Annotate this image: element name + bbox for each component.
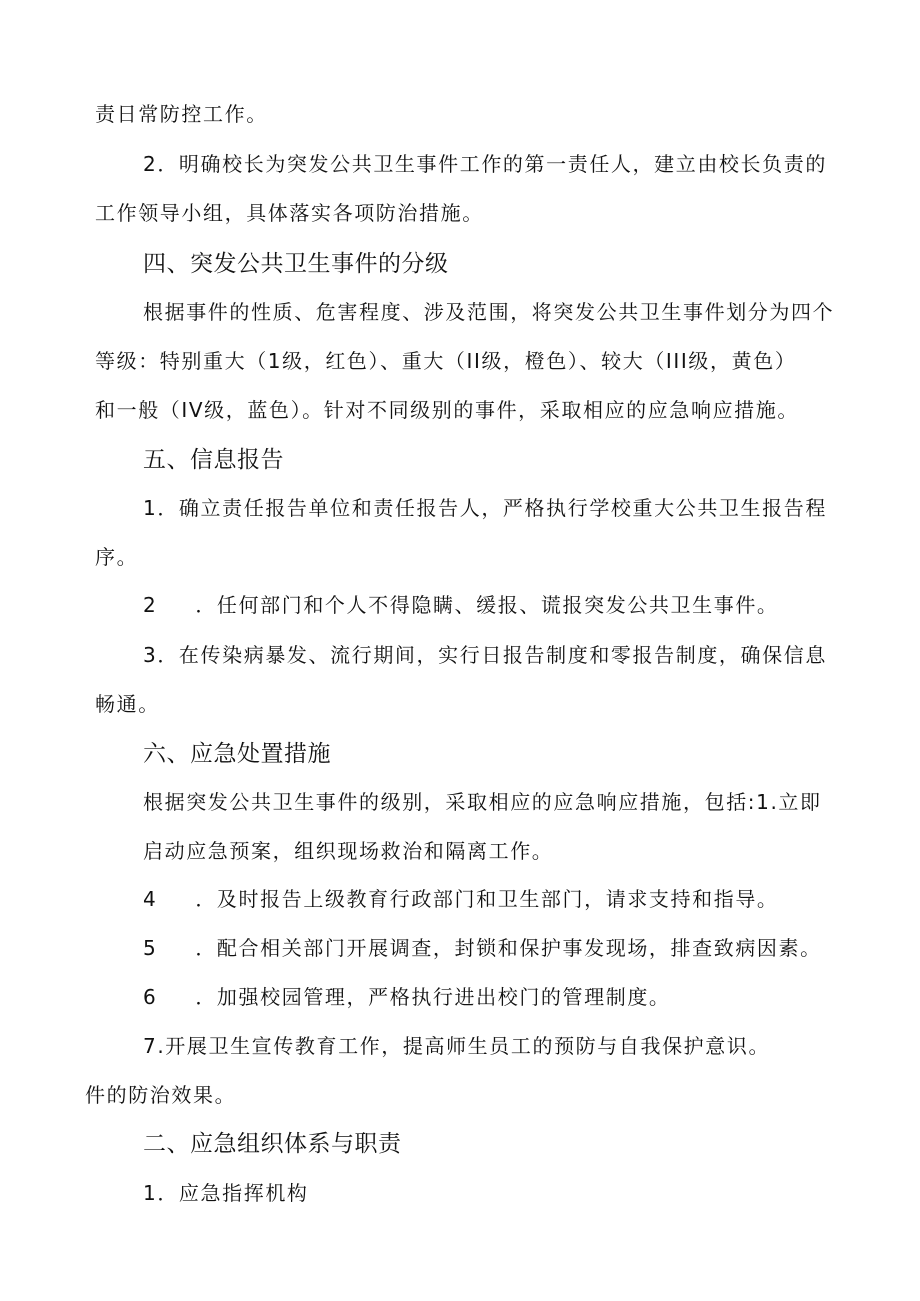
paragraph-line: 启动应急预案，组织现场救治和隔离工作。 [143, 839, 554, 863]
list-item [143, 592, 779, 618]
paragraph-line: 工作领导小组，具体落实各项防治措施。 [95, 201, 484, 225]
paragraph-line: 2．明确校长为突发公共卫生事件工作的第一责任人，建立由校长负责的 [143, 152, 827, 176]
list-item [143, 935, 822, 961]
list-item-text: ．加强校园管理，严格执行进出校门的管理制度。 [195, 985, 671, 1009]
list-item-text: ．配合相关部门开展调查，封锁和保护事发现场，排查致病因素。 [195, 936, 822, 960]
paragraph-line: 和一般（IV级，蓝色）。针对不同级别的事件，采取相应的应急响应措施。 [95, 398, 799, 422]
list-item [143, 984, 671, 1010]
list-number: 2 [143, 593, 158, 617]
paragraph-line: 根据事件的性质、危害程度、涉及范围，将突发公共卫生事件划分为四个 [143, 300, 835, 324]
list-item [143, 886, 779, 912]
list-item-text: ．及时报告上级教育行政部门和卫生部门，请求支持和指导。 [195, 887, 779, 911]
paragraph-line: 序。 [95, 545, 139, 569]
section-heading-6: 六、应急处置措施 [143, 741, 331, 767]
paragraph-line: 7.开展卫生宣传教育工作，提高师生员工的预防与自我保护意识。 [143, 1034, 771, 1058]
paragraph-line: 等级：特别重大（1级，红色）、重大（II级，橙色）、较大（III级，黄色） [95, 349, 797, 373]
paragraph-line: 根据突发公共卫生事件的级别，采取相应的应急响应措施，包括:1.立即 [143, 790, 822, 814]
paragraph-line: 1．确立责任报告单位和责任报告人，严格执行学校重大公共卫生报告程 [143, 496, 827, 520]
paragraph-line: 3．在传染病暴发、流行期间，实行日报告制度和零报告制度，确保信息 [143, 643, 827, 667]
list-number: 4 [143, 887, 158, 911]
section-heading-2: 二、应急组织体系与职责 [143, 1131, 402, 1157]
section-heading-5: 五、信息报告 [143, 447, 284, 473]
paragraph-line: 责日常防控工作。 [95, 102, 268, 126]
section-heading-4: 四、突发公共卫生事件的分级 [143, 251, 449, 277]
paragraph-line: 畅通。 [95, 692, 160, 716]
paragraph-line: 件的防治效果。 [85, 1083, 237, 1107]
paragraph-line: 1．应急指挥机构 [143, 1181, 309, 1205]
list-number: 5 [143, 936, 158, 960]
list-number: 6 [143, 985, 158, 1009]
list-item-text: ．任何部门和个人不得隐瞒、缓报、谎报突发公共卫生事件。 [195, 593, 779, 617]
